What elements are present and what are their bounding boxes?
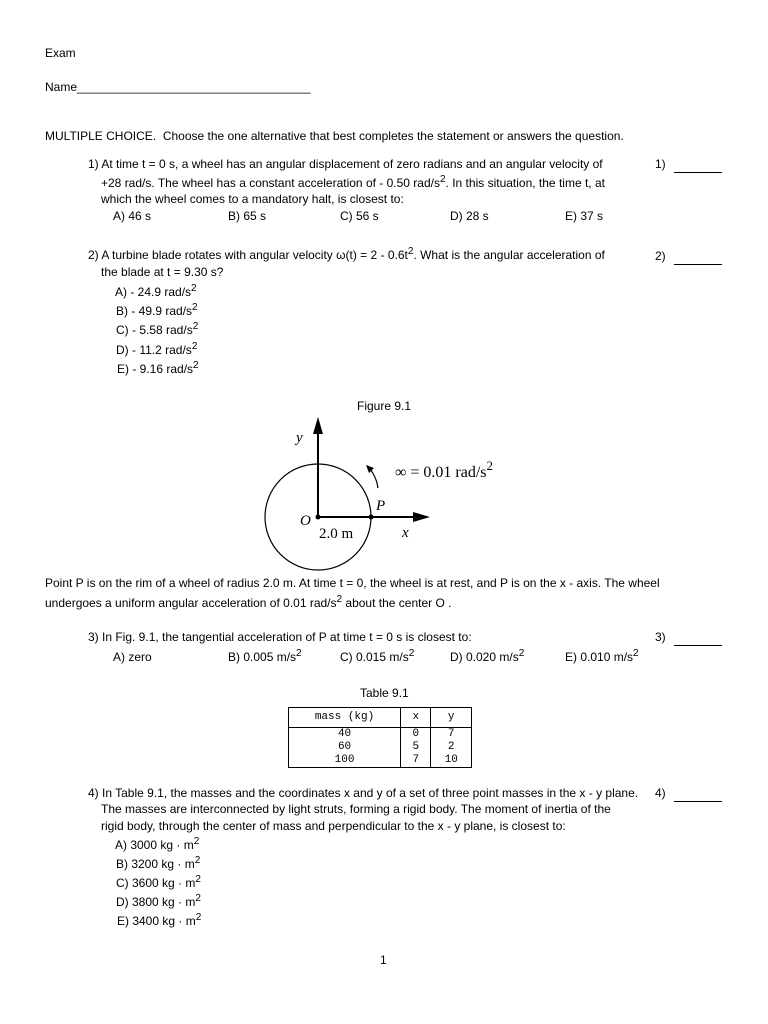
q4-line-3: rigid body, through the center of mass and perpendicular to the x - y plane, is closest to: [101, 819, 566, 833]
name-label: Name [45, 80, 78, 94]
q4-option-b-sup: 2 [194, 855, 201, 866]
x-axis-label: x [402, 525, 409, 541]
table-header-mass: mass (kg) [289, 708, 401, 728]
q3-option-b-text: B) 0.005 m/s [228, 650, 297, 664]
point-p-dot [369, 515, 374, 520]
table-cell: 0 [401, 728, 431, 742]
table-row [289, 728, 472, 742]
q1-line-2-sup: 2 [439, 174, 446, 185]
q3-option-e-sup: 2 [633, 648, 639, 659]
y-axis-arrowhead [313, 417, 323, 434]
q2-line-1-tail: . What is the angular acceleration of [413, 248, 605, 262]
table-header-row [289, 708, 472, 728]
q4-option-b[interactable] [116, 856, 200, 872]
q4-option-b-text: B) 3200 kg · m [116, 857, 195, 871]
q2-option-d-sup: 2 [191, 341, 198, 352]
q2-option-e[interactable] [117, 361, 199, 377]
name-field[interactable]: ___________________________________ [77, 80, 311, 94]
q1-answer-number: 1) [655, 157, 666, 171]
q2-option-a-sup: 2 [191, 283, 197, 294]
q3-option-d[interactable] [450, 649, 524, 665]
q3-option-a[interactable]: A) zero [113, 650, 152, 664]
name-row [45, 79, 311, 95]
accel-label [395, 458, 493, 481]
q4-option-d[interactable] [116, 894, 201, 910]
instructions [45, 128, 624, 144]
q4-option-c-sup: 2 [195, 874, 201, 885]
q3-option-b-sup: 2 [296, 648, 302, 659]
q4-answer-blank[interactable] [674, 801, 722, 802]
q2-option-e-sup: 2 [193, 360, 199, 371]
q2-option-b-sup: 2 [192, 302, 198, 313]
context-line-1: Point P is on the rim of a wheel of radius 2.0 m. At time t = 0, the wheel is at rest, and P is on the x - axis. The wheel [45, 576, 660, 590]
q1-option-e[interactable]: E) 37 s [565, 209, 604, 223]
table-cell: 7 [431, 728, 472, 742]
table-cell: 40 [289, 728, 401, 742]
exam-title: Exam [45, 46, 76, 60]
point-p-label: P [376, 498, 386, 514]
y-axis-label: y [296, 430, 303, 446]
q1-line-3: which the wheel comes to a mandatory halt, is closest to: [101, 192, 404, 206]
origin-dot [316, 515, 321, 520]
origin-label: O [300, 513, 311, 529]
q1-option-d[interactable]: D) 28 s [450, 209, 489, 223]
table-caption: Table 9.1 [360, 686, 409, 700]
context-line-2-sup: 2 [336, 594, 343, 605]
q4-answer-number: 4) [655, 786, 666, 800]
table-cell: 2 [431, 741, 472, 754]
table-cell: 60 [289, 741, 401, 754]
page-number: 1 [380, 953, 387, 967]
q2-option-c[interactable] [116, 322, 198, 338]
q1-line-2-tail: . In this situation, the time t, at [445, 176, 605, 190]
q4-option-a-sup: 2 [193, 836, 200, 847]
q2-line-1-sup: 2 [407, 246, 414, 257]
q1-line-1: 1) At time t = 0 s, a wheel has an angular displacement of zero radians and an angular velocity of [88, 157, 603, 171]
q3-option-c[interactable] [340, 649, 414, 665]
table-9-1 [288, 707, 472, 768]
q1-option-b[interactable]: B) 65 s [228, 209, 267, 223]
q4-option-e[interactable] [117, 913, 201, 929]
q4-option-e-text: E) 3400 kg · m [117, 914, 196, 928]
instructions-lead: MULTIPLE CHOICE. [45, 129, 157, 143]
q4-option-d-text: D) 3800 kg · m [116, 895, 196, 909]
q4-line-1: 4) In Table 9.1, the masses and the coordinates x and y of a set of three point masses in the x - y plane. [88, 786, 639, 800]
q2-line-2: the blade at t = 9.30 s? [101, 265, 224, 279]
q2-answer-number: 2) [655, 249, 666, 263]
q3-option-e-text: E) 0.010 m/s [565, 650, 634, 664]
q4-option-a-text: A) 3000 kg · m [115, 838, 194, 852]
q3-option-e[interactable] [565, 649, 639, 665]
q2-answer-blank[interactable] [674, 264, 722, 265]
q2-option-c-text: C) - 5.58 rad/s [116, 323, 193, 337]
context-line-2-text: undergoes a uniform angular acceleration of 0.01 rad/s [45, 596, 337, 610]
q1-line-2-text: +28 rad/s. The wheel has a constant acceleration of - 0.50 rad/s [101, 176, 440, 190]
q2-option-c-sup: 2 [192, 321, 199, 332]
q1-answer-blank[interactable] [674, 172, 722, 173]
q2-option-b-text: B) - 49.9 rad/s [116, 304, 193, 318]
table-cell: 10 [431, 754, 472, 768]
table-cell: 7 [401, 754, 431, 768]
table-row [289, 754, 472, 768]
q2-option-d[interactable] [116, 342, 197, 358]
radius-label: 2.0 m [319, 526, 354, 542]
context-line-2-tail: about the center O . [342, 596, 452, 610]
q1-option-c[interactable]: C) 56 s [340, 209, 379, 223]
q4-option-d-sup: 2 [195, 893, 201, 904]
q1-line-2 [101, 175, 605, 191]
q3-option-d-text: D) 0.020 m/s [450, 650, 519, 664]
table-cell: 5 [401, 741, 431, 754]
table-row [289, 741, 472, 754]
table-header-y: y [431, 708, 472, 728]
figure-9-1 [250, 410, 520, 580]
q1-option-a[interactable]: A) 46 s [113, 209, 152, 223]
q2-option-e-text: E) - 9.16 rad/s [117, 362, 194, 376]
rotation-arrowhead [366, 465, 374, 473]
q4-line-2: The masses are interconnected by light struts, forming a rigid body. The moment of inertia of the [101, 802, 611, 816]
q2-option-a[interactable] [115, 284, 197, 300]
q3-option-c-text: C) 0.015 m/s [340, 650, 409, 664]
q4-option-e-sup: 2 [195, 912, 202, 923]
figure-caption: Figure 9.1 [357, 399, 412, 413]
q3-answer-number: 3) [655, 630, 666, 644]
q3-text: 3) In Fig. 9.1, the tangential acceleration of P at time t = 0 s is closest to: [88, 630, 472, 644]
q4-option-c-text: C) 3600 kg · m [116, 876, 196, 890]
context-line-2 [45, 595, 451, 611]
q4-option-c[interactable] [116, 875, 201, 891]
q4-option-a[interactable] [115, 837, 199, 853]
accel-label-text: ∞ = 0.01 rad/s [395, 464, 487, 481]
q2-line-1-text: 2) A turbine blade rotates with angular velocity ω(t) = 2 - 0.6t [88, 248, 408, 262]
instructions-text: Choose the one alternative that best completes the statement or answers the question. [162, 129, 624, 143]
q2-option-a-text: A) - 24.9 rad/s [115, 285, 192, 299]
q2-line-1 [88, 247, 605, 263]
q2-option-d-text: D) - 11.2 rad/s [116, 343, 192, 357]
table-header-x: x [401, 708, 431, 728]
q2-option-b[interactable] [116, 303, 198, 319]
q3-answer-blank[interactable] [674, 645, 722, 646]
table-cell: 100 [289, 754, 401, 768]
q3-option-b[interactable] [228, 649, 302, 665]
accel-label-sup: 2 [486, 458, 494, 473]
q3-option-d-sup: 2 [518, 648, 525, 659]
q3-option-c-sup: 2 [408, 648, 415, 659]
x-axis-arrowhead [413, 512, 430, 522]
